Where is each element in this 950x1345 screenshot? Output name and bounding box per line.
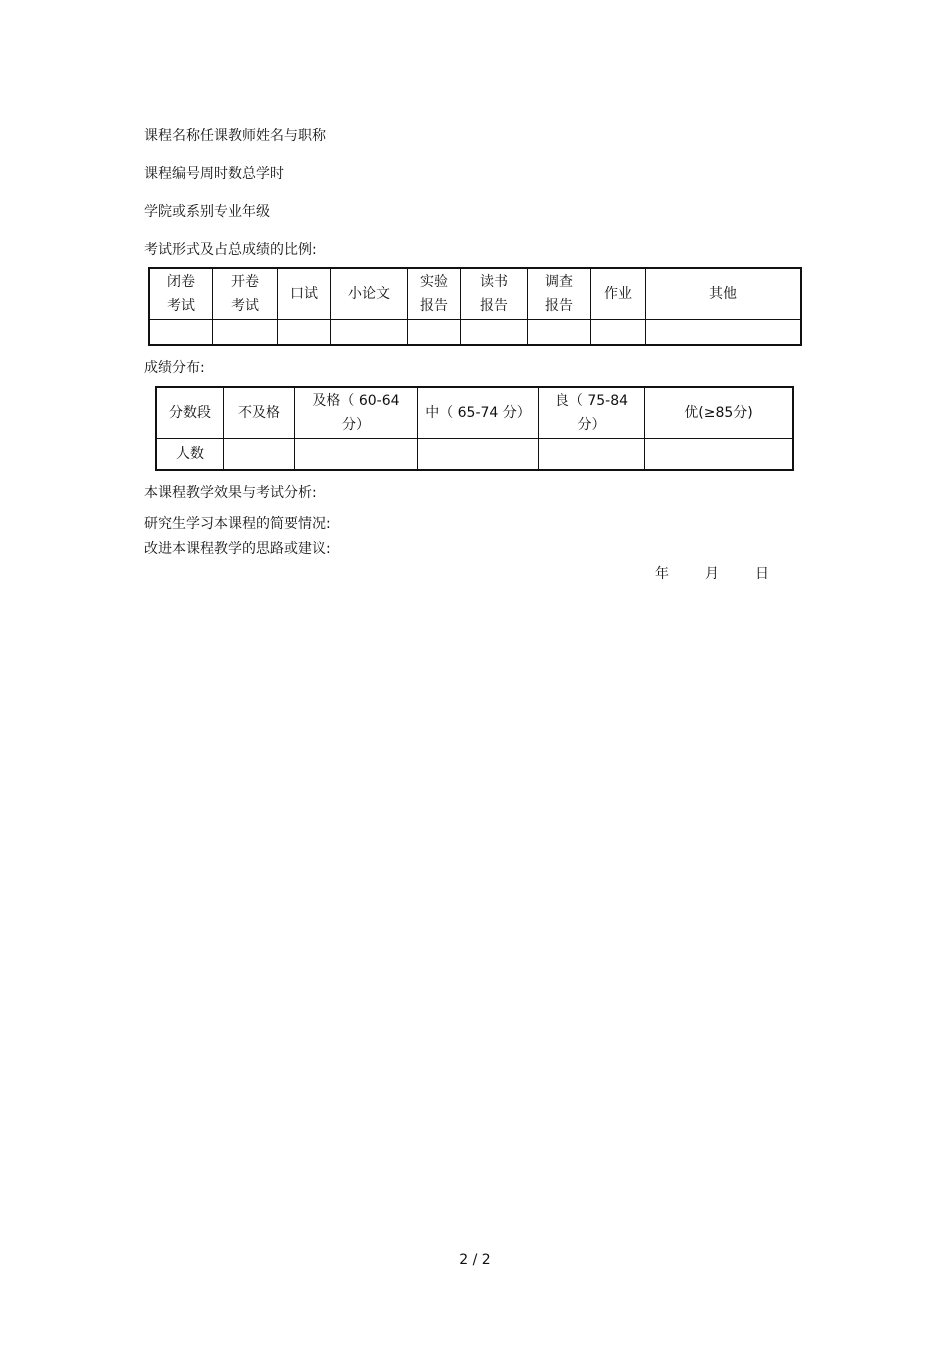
value-cell[interactable] xyxy=(331,320,408,346)
effect-analysis-line: 本课程教学效果与考试分析: xyxy=(144,485,317,501)
student-situation-line: 研究生学习本课程的简要情况: xyxy=(144,516,331,532)
header-fail: 不及格 xyxy=(224,387,295,439)
improvement-line: 改进本课程教学的思路或建议: xyxy=(144,541,331,557)
day-label: 日 xyxy=(755,566,769,582)
exam-form-title: 考试形式及占总成绩的比例: xyxy=(144,242,317,258)
value-cell[interactable] xyxy=(149,320,213,346)
header-other: 其他 xyxy=(646,268,802,320)
value-cell[interactable] xyxy=(528,320,591,346)
row-label-count: 人数 xyxy=(156,439,224,471)
header-oral: 口试 xyxy=(278,268,331,320)
exam-form-table xyxy=(148,267,802,346)
count-cell[interactable] xyxy=(295,439,418,471)
grade-header-row xyxy=(156,387,793,439)
header-reading-report: 读书 报告 xyxy=(461,268,528,320)
count-cell[interactable] xyxy=(539,439,645,471)
year-label: 年 xyxy=(655,566,669,582)
header-pass: 及格（ 60-64 分） xyxy=(295,387,418,439)
header-survey-report: 调查 报告 xyxy=(528,268,591,320)
date-line xyxy=(655,563,805,583)
header-medium: 中（ 65-74 分） xyxy=(418,387,539,439)
header-score-range: 分数段 xyxy=(156,387,224,439)
exam-form-header-row xyxy=(149,268,801,320)
header-homework: 作业 xyxy=(591,268,646,320)
exam-form-value-row xyxy=(149,320,801,346)
grade-count-row xyxy=(156,439,793,471)
count-cell[interactable] xyxy=(224,439,295,471)
grade-distribution-table xyxy=(155,386,794,471)
header-open-book: 开卷 考试 xyxy=(213,268,278,320)
header-essay: 小论文 xyxy=(331,268,408,320)
department-line: 学院或系别专业年级 xyxy=(144,204,270,220)
value-cell[interactable] xyxy=(278,320,331,346)
course-code-line: 课程编号周时数总学时 xyxy=(144,166,284,182)
header-excellent: 优(≥85分) xyxy=(645,387,794,439)
value-cell[interactable] xyxy=(408,320,461,346)
value-cell[interactable] xyxy=(591,320,646,346)
course-name-line: 课程名称任课教师姓名与职称 xyxy=(144,128,326,144)
count-cell[interactable] xyxy=(645,439,794,471)
month-label: 月 xyxy=(705,566,719,582)
value-cell[interactable] xyxy=(461,320,528,346)
page-number: 2 / 2 xyxy=(459,1252,491,1268)
header-closed-book: 闭卷 考试 xyxy=(149,268,213,320)
value-cell[interactable] xyxy=(646,320,802,346)
header-good: 良（ 75-84 分） xyxy=(539,387,645,439)
header-lab-report: 实验 报告 xyxy=(408,268,461,320)
count-cell[interactable] xyxy=(418,439,539,471)
value-cell[interactable] xyxy=(213,320,278,346)
grade-dist-title: 成绩分布: xyxy=(144,360,205,376)
